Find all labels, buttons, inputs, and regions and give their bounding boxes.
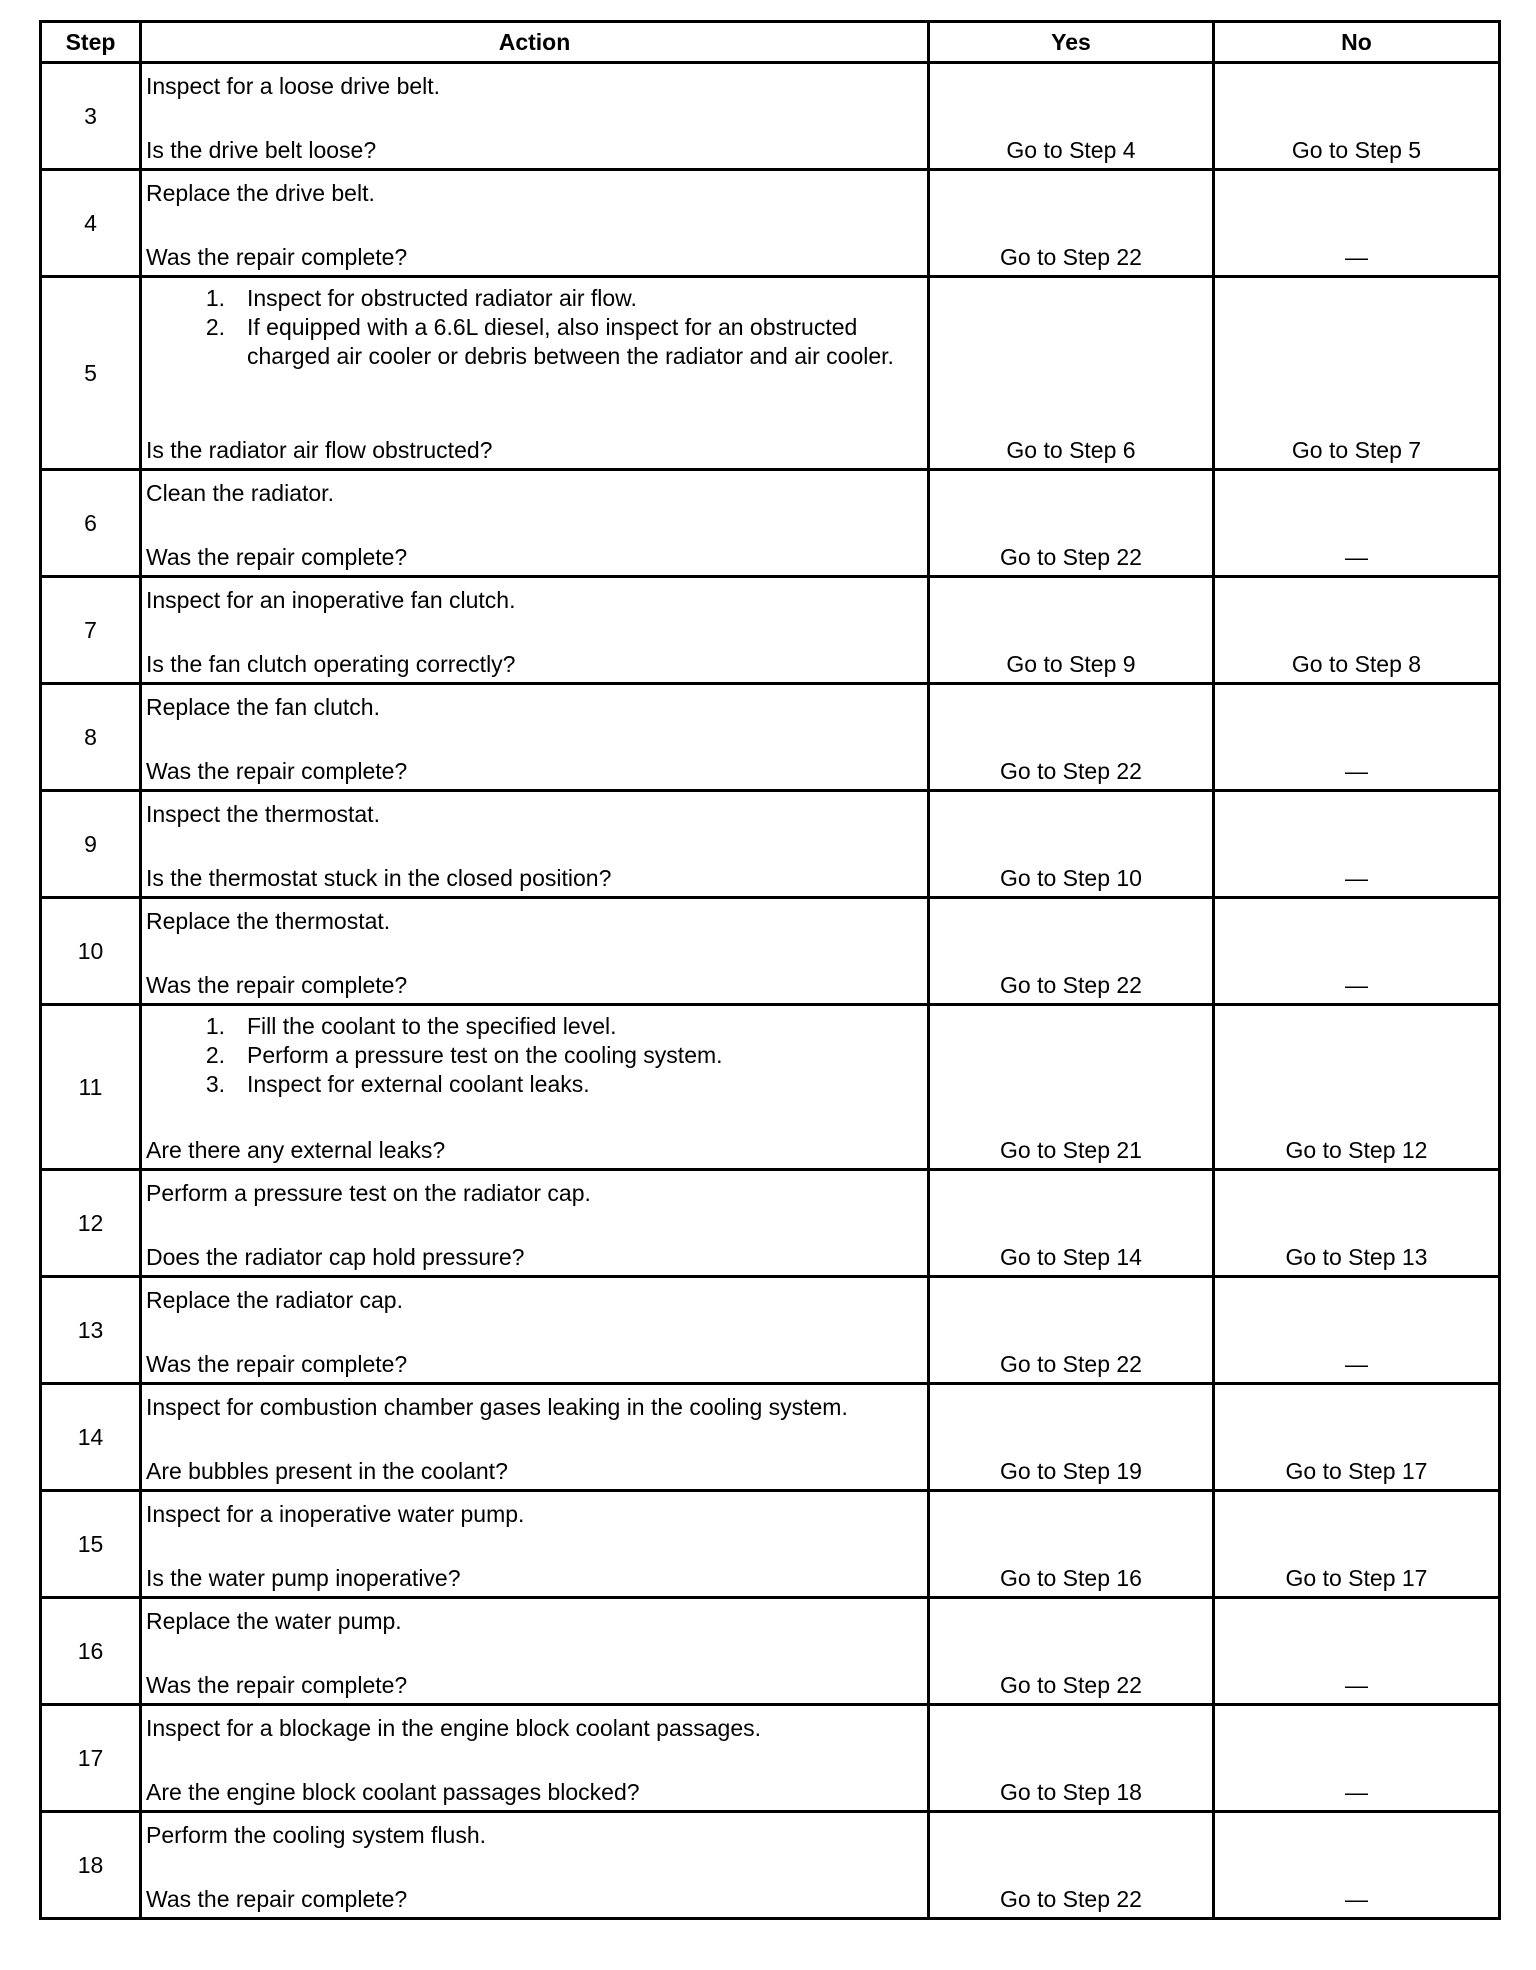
table-row	[41, 1170, 1500, 1277]
yes-cell	[929, 577, 1214, 684]
step-number: 15	[41, 1491, 141, 1598]
table-row	[41, 1812, 1500, 1919]
yes-result: Go to Step 22	[1000, 244, 1142, 270]
list-item-text: Inspect for external coolant leaks.	[247, 1071, 590, 1097]
action-question: Does the radiator cap hold pressure?	[146, 1244, 525, 1270]
action-prompt: Inspect for a blockage in the engine block coolant passages.	[146, 1715, 762, 1741]
no-cell	[1214, 577, 1500, 684]
action-steps-list	[142, 1006, 927, 1099]
no-result: —	[1345, 1351, 1368, 1377]
yes-cell	[929, 1598, 1214, 1705]
table-row	[41, 1491, 1500, 1598]
yes-cell	[929, 470, 1214, 577]
action-question: Was the repair complete?	[146, 972, 408, 998]
no-result: Go to Step 8	[1291, 651, 1422, 677]
step-number: 14	[41, 1384, 141, 1491]
action-prompt: Perform the cooling system flush.	[146, 1822, 487, 1848]
step-number: 3	[41, 63, 141, 170]
step-number: 13	[41, 1277, 141, 1384]
table-row	[41, 577, 1500, 684]
action-question: Was the repair complete?	[146, 1351, 408, 1377]
yes-result: Go to Step 19	[1000, 1458, 1142, 1484]
header-yes: Yes	[929, 22, 1214, 63]
list-item	[142, 1041, 927, 1070]
table-row	[41, 898, 1500, 1005]
no-result: —	[1345, 544, 1368, 570]
action-prompt: Replace the fan clutch.	[146, 694, 380, 720]
step-number: 17	[41, 1705, 141, 1812]
action-question: Was the repair complete?	[146, 244, 408, 270]
action-cell	[141, 1491, 929, 1598]
step-number: 8	[41, 684, 141, 791]
action-cell	[141, 1277, 929, 1384]
list-item-number: 3.	[205, 1071, 225, 1097]
yes-result: Go to Step 14	[1000, 1244, 1142, 1270]
action-question: Is the drive belt loose?	[146, 137, 377, 163]
yes-cell	[929, 170, 1214, 277]
no-result: Go to Step 7	[1291, 437, 1422, 463]
table-row	[41, 1705, 1500, 1812]
no-result: Go to Step 12	[1285, 1137, 1428, 1163]
no-result: —	[1345, 1672, 1368, 1698]
action-prompt: Clean the radiator.	[146, 480, 334, 506]
table-row	[41, 1277, 1500, 1384]
diagnostic-table	[39, 20, 1501, 1920]
no-cell	[1214, 1005, 1500, 1170]
action-cell	[141, 1384, 929, 1491]
list-item-text: Fill the coolant to the specified level.	[247, 1013, 617, 1039]
action-question: Are the engine block coolant passages blocked?	[146, 1779, 640, 1805]
step-number: 11	[41, 1005, 141, 1170]
action-cell	[141, 470, 929, 577]
action-question: Was the repair complete?	[146, 544, 408, 570]
table-row	[41, 63, 1500, 170]
action-cell	[141, 277, 929, 470]
list-item	[142, 1070, 927, 1099]
action-cell	[141, 1812, 929, 1919]
yes-result: Go to Step 21	[1000, 1137, 1142, 1163]
action-prompt: Inspect for a inoperative water pump.	[146, 1501, 525, 1527]
step-number: 10	[41, 898, 141, 1005]
action-question: Was the repair complete?	[146, 1672, 408, 1698]
yes-cell	[929, 1170, 1214, 1277]
list-item	[142, 284, 927, 313]
no-result: Go to Step 17	[1285, 1458, 1428, 1484]
action-question: Are bubbles present in the coolant?	[146, 1458, 508, 1484]
yes-cell	[929, 1277, 1214, 1384]
yes-cell	[929, 1491, 1214, 1598]
action-prompt: Inspect the thermostat.	[146, 801, 380, 827]
action-cell	[141, 791, 929, 898]
action-prompt: Perform a pressure test on the radiator cap.	[146, 1180, 591, 1206]
action-prompt: Inspect for combustion chamber gases leaking in the cooling system.	[146, 1394, 848, 1420]
no-cell	[1214, 1812, 1500, 1919]
list-item-text: Inspect for obstructed radiator air flow.	[247, 285, 637, 311]
action-question: Is the water pump inoperative?	[146, 1565, 461, 1591]
no-result: —	[1345, 1779, 1368, 1805]
table-row	[41, 791, 1500, 898]
no-cell	[1214, 684, 1500, 791]
action-cell	[141, 63, 929, 170]
action-question: Is the radiator air flow obstructed?	[146, 437, 493, 463]
no-result: Go to Step 17	[1285, 1565, 1428, 1591]
table-row	[41, 1598, 1500, 1705]
no-result: —	[1345, 758, 1368, 784]
action-cell	[141, 1005, 929, 1170]
step-number: 5	[41, 277, 141, 470]
action-prompt: Replace the water pump.	[146, 1608, 402, 1634]
yes-cell	[929, 1384, 1214, 1491]
action-prompt: Replace the radiator cap.	[146, 1287, 403, 1313]
no-cell	[1214, 1170, 1500, 1277]
yes-result: Go to Step 9	[1006, 651, 1136, 677]
step-number: 12	[41, 1170, 141, 1277]
action-prompt: Replace the drive belt.	[146, 180, 375, 206]
step-number: 16	[41, 1598, 141, 1705]
step-number: 9	[41, 791, 141, 898]
step-number: 6	[41, 470, 141, 577]
no-cell	[1214, 1384, 1500, 1491]
no-cell	[1214, 791, 1500, 898]
no-cell	[1214, 170, 1500, 277]
yes-cell	[929, 1005, 1214, 1170]
list-item	[142, 313, 927, 371]
action-prompt: Inspect for an inoperative fan clutch.	[146, 587, 516, 613]
yes-cell	[929, 898, 1214, 1005]
action-cell	[141, 170, 929, 277]
yes-cell	[929, 791, 1214, 898]
no-result: —	[1345, 972, 1368, 998]
action-question: Is the thermostat stuck in the closed position?	[146, 865, 612, 891]
step-number: 7	[41, 577, 141, 684]
yes-result: Go to Step 22	[1000, 758, 1142, 784]
table-header-row	[41, 22, 1500, 63]
list-item-number: 2.	[205, 1042, 225, 1068]
action-steps-list	[142, 278, 927, 371]
action-cell	[141, 684, 929, 791]
action-cell	[141, 577, 929, 684]
list-item-number: 2.	[205, 314, 225, 340]
yes-result: Go to Step 22	[1000, 1886, 1142, 1912]
table-row	[41, 277, 1500, 470]
action-cell	[141, 1705, 929, 1812]
no-cell	[1214, 1491, 1500, 1598]
action-cell	[141, 898, 929, 1005]
no-cell	[1214, 1277, 1500, 1384]
no-cell	[1214, 1598, 1500, 1705]
yes-cell	[929, 684, 1214, 791]
yes-result: Go to Step 4	[1006, 137, 1136, 163]
action-question: Was the repair complete?	[146, 758, 408, 784]
table-row	[41, 1005, 1500, 1170]
no-result: —	[1345, 1886, 1368, 1912]
yes-cell	[929, 63, 1214, 170]
header-no: No	[1214, 22, 1500, 63]
list-item	[142, 1012, 927, 1041]
action-question: Are there any external leaks?	[146, 1137, 446, 1163]
no-cell	[1214, 1705, 1500, 1812]
no-result: —	[1345, 244, 1368, 270]
no-cell	[1214, 277, 1500, 470]
list-item-text: If equipped with a 6.6L diesel, also inspect for an obstructed charged air cooler or debris between the radiator and air cooler.	[247, 314, 894, 369]
yes-result: Go to Step 22	[1000, 1351, 1142, 1377]
no-cell	[1214, 470, 1500, 577]
table-row	[41, 684, 1500, 791]
yes-cell	[929, 1705, 1214, 1812]
no-cell	[1214, 63, 1500, 170]
yes-cell	[929, 277, 1214, 470]
yes-result: Go to Step 10	[1000, 865, 1142, 891]
list-item-text: Perform a pressure test on the cooling system.	[247, 1042, 723, 1068]
action-question: Was the repair complete?	[146, 1886, 408, 1912]
no-result: —	[1345, 865, 1368, 891]
header-action: Action	[141, 22, 929, 63]
table-row	[41, 470, 1500, 577]
yes-result: Go to Step 18	[1000, 1779, 1142, 1805]
no-result: Go to Step 5	[1291, 137, 1422, 163]
header-step: Step	[41, 22, 141, 63]
action-prompt: Inspect for a loose drive belt.	[146, 73, 441, 99]
yes-result: Go to Step 22	[1000, 1672, 1142, 1698]
action-prompt: Replace the thermostat.	[146, 908, 391, 934]
yes-result: Go to Step 22	[1000, 544, 1142, 570]
action-question: Is the fan clutch operating correctly?	[146, 651, 516, 677]
no-cell	[1214, 898, 1500, 1005]
action-cell	[141, 1170, 929, 1277]
action-cell	[141, 1598, 929, 1705]
no-result: Go to Step 13	[1285, 1244, 1428, 1270]
table-row	[41, 1384, 1500, 1491]
yes-cell	[929, 1812, 1214, 1919]
yes-result: Go to Step 6	[1006, 437, 1136, 463]
yes-result: Go to Step 22	[1000, 972, 1142, 998]
yes-result: Go to Step 16	[1000, 1565, 1142, 1591]
table-row	[41, 170, 1500, 277]
step-number: 18	[41, 1812, 141, 1919]
list-item-number: 1.	[205, 1013, 225, 1039]
step-number: 4	[41, 170, 141, 277]
list-item-number: 1.	[205, 285, 225, 311]
